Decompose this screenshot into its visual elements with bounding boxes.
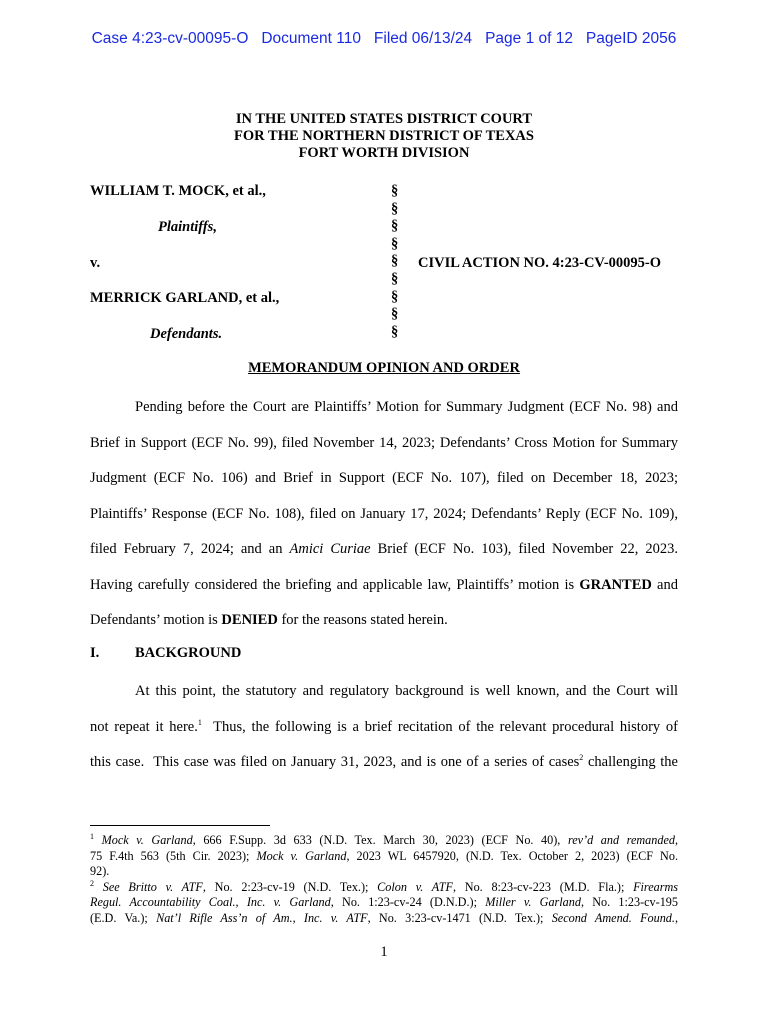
text-run: and <box>651 576 678 593</box>
court-name-line1: IN THE UNITED STATES DISTRICT COURT <box>235 111 533 127</box>
paragraph-line: Judgment (ECF No. 106) and Brief in Support (ECF No. 107), filed on December 18, 2023; <box>90 470 678 486</box>
case-citation: Mock v. Garland <box>101 833 193 847</box>
footnote-2-line <box>90 880 678 896</box>
paragraph-line: Plaintiffs’ Response (ECF No. 108), filed on January 17, 2024; Defendants’ Reply (ECF No. 109), <box>90 505 678 522</box>
case-citation: Nat’l Rifle Ass’n of Am., Inc. v. ATF <box>156 910 368 925</box>
text-run: , No. 8:23-cv-223 (M.D. Fla.); <box>452 879 634 894</box>
paragraph-line <box>90 710 678 746</box>
section-symbol: § <box>391 235 399 252</box>
case-citation: Regul. Accountability Coal., Inc. v. Garland <box>90 895 331 909</box>
text-run: not repeat it here. <box>90 718 198 735</box>
footnote-1-line: 92). <box>90 864 110 878</box>
text-run: , No. 2:23-cv-19 (N.D. Tex.); <box>202 879 378 894</box>
text-run: , 2023 WL 6457920, (N.D. Tex. October 2, 2023) (ECF No. <box>346 848 678 863</box>
footnote-2-line <box>90 895 678 911</box>
case-citation: Second Amend. Found., <box>551 910 678 925</box>
footnote-1-number: 1 <box>90 831 94 841</box>
section-symbol: § <box>391 288 399 305</box>
ecf-header <box>0 30 768 48</box>
memorandum-title: MEMORANDUM OPINION AND ORDER <box>248 360 520 376</box>
text-run: Brief (ECF No. 103), filed November 22, 2023. <box>370 541 678 557</box>
ecf-filed-date: Filed 06/13/24 <box>373 30 473 47</box>
case-citation: See Britto v. ATF <box>102 879 203 894</box>
footnote-1-line <box>90 833 678 849</box>
civil-action-number: CIVIL ACTION NO. 4:23-CV-00095-O <box>418 255 662 271</box>
ecf-document-number: Document 110 <box>261 30 361 47</box>
ecf-pageid: PageID 2056 <box>585 30 677 47</box>
paragraph-line <box>90 568 678 604</box>
footnote-2-line <box>90 911 678 927</box>
footnote-1-line <box>90 849 678 865</box>
footnote-ref-2[interactable]: 2 <box>579 753 584 763</box>
text-run: 75 F.4th 563 (5th Cir. 2023); <box>90 848 257 863</box>
section-heading-background <box>90 645 241 662</box>
text-run: , No. 1:23-cv-195 <box>580 895 678 909</box>
text-run: , 666 F.Supp. 3d 633 (N.D. Tex. March 30, 2023) (ECF No. 40), <box>192 833 568 847</box>
case-citation: Miller v. Garland <box>485 895 581 909</box>
plaintiff-role: Plaintiffs, <box>158 219 217 235</box>
section-number: I. <box>90 645 100 661</box>
amici-curiae-term: Amici Curiae <box>289 541 371 557</box>
ruling-granted: GRANTED <box>579 576 652 593</box>
citation-signal: rev’d and remanded <box>567 833 675 847</box>
section-symbol-column <box>391 183 398 341</box>
section-symbol: § <box>391 200 399 217</box>
paragraph-line <box>90 603 678 639</box>
versus-label: v. <box>90 255 101 271</box>
footnote-2-number: 2 <box>90 878 94 888</box>
case-citation: Mock v. Garland <box>256 848 347 863</box>
case-citation: Colon v. ATF <box>377 879 453 894</box>
text-run: , No. 1:23-cv-24 (D.N.D.); <box>330 895 486 909</box>
footnote-ref-1[interactable]: 1 <box>197 717 202 727</box>
paragraph-line: Brief in Support (ECF No. 99), filed November 14, 2023; Defendants’ Cross Motion for Summary <box>90 434 678 451</box>
text-run: Defendants’ motion is <box>90 612 222 628</box>
paragraph-line <box>90 532 678 568</box>
section-symbol: § <box>391 323 399 340</box>
paragraph-background <box>90 674 678 781</box>
paragraph-line: Pending before the Court are Plaintiffs’ Motion for Summary Judgment (ECF No. 98) and <box>135 399 678 415</box>
court-name-line2: FOR THE NORTHERN DISTRICT OF TEXAS <box>234 128 534 144</box>
ecf-case-number: Case 4:23-cv-00095-O <box>91 30 249 47</box>
ecf-page-count: Page 1 of 12 <box>485 30 573 47</box>
paragraph-line <box>90 745 678 781</box>
defendant-role: Defendants. <box>150 326 223 342</box>
paragraph-line: At this point, the statutory and regulatory background is well known, and the Court will <box>135 683 678 699</box>
text-run: challenging the <box>583 754 678 770</box>
paragraph-pending-motions <box>90 390 678 639</box>
section-symbol: § <box>391 253 399 270</box>
section-symbol: § <box>391 306 399 323</box>
text-run: this case. This case was filed on January 31, 2023, and is one of a series of cases <box>90 754 580 770</box>
section-title: BACKGROUND <box>135 645 242 661</box>
footnote-divider <box>90 825 270 826</box>
text-run: filed February 7, 2024; and an <box>90 541 290 557</box>
footnotes <box>90 833 678 926</box>
section-symbol: § <box>391 183 399 199</box>
text-run: , No. 3:23-cv-1471 (N.D. Tex.); <box>367 910 552 925</box>
court-caption <box>0 111 768 162</box>
text-run: , <box>674 833 678 847</box>
text-run: for the reasons stated herein. <box>277 612 448 628</box>
plaintiff-name: WILLIAM T. MOCK, et al., <box>90 183 266 199</box>
text-run: Thus, the following is a brief recitation of the relevant procedural history of <box>201 718 679 735</box>
court-name-line3: FORT WORTH DIVISION <box>298 145 470 161</box>
page-number: 1 <box>380 944 388 960</box>
section-symbol: § <box>391 218 399 235</box>
ruling-denied: DENIED <box>221 612 278 628</box>
text-run: Having carefully considered the briefing and applicable law, Plaintiffs’ motion is <box>90 576 580 593</box>
section-symbol: § <box>391 270 399 287</box>
case-citation: Firearms <box>633 879 679 894</box>
defendant-name: MERRICK GARLAND, et al., <box>90 290 280 306</box>
text-run: (E.D. Va.); <box>90 910 157 925</box>
